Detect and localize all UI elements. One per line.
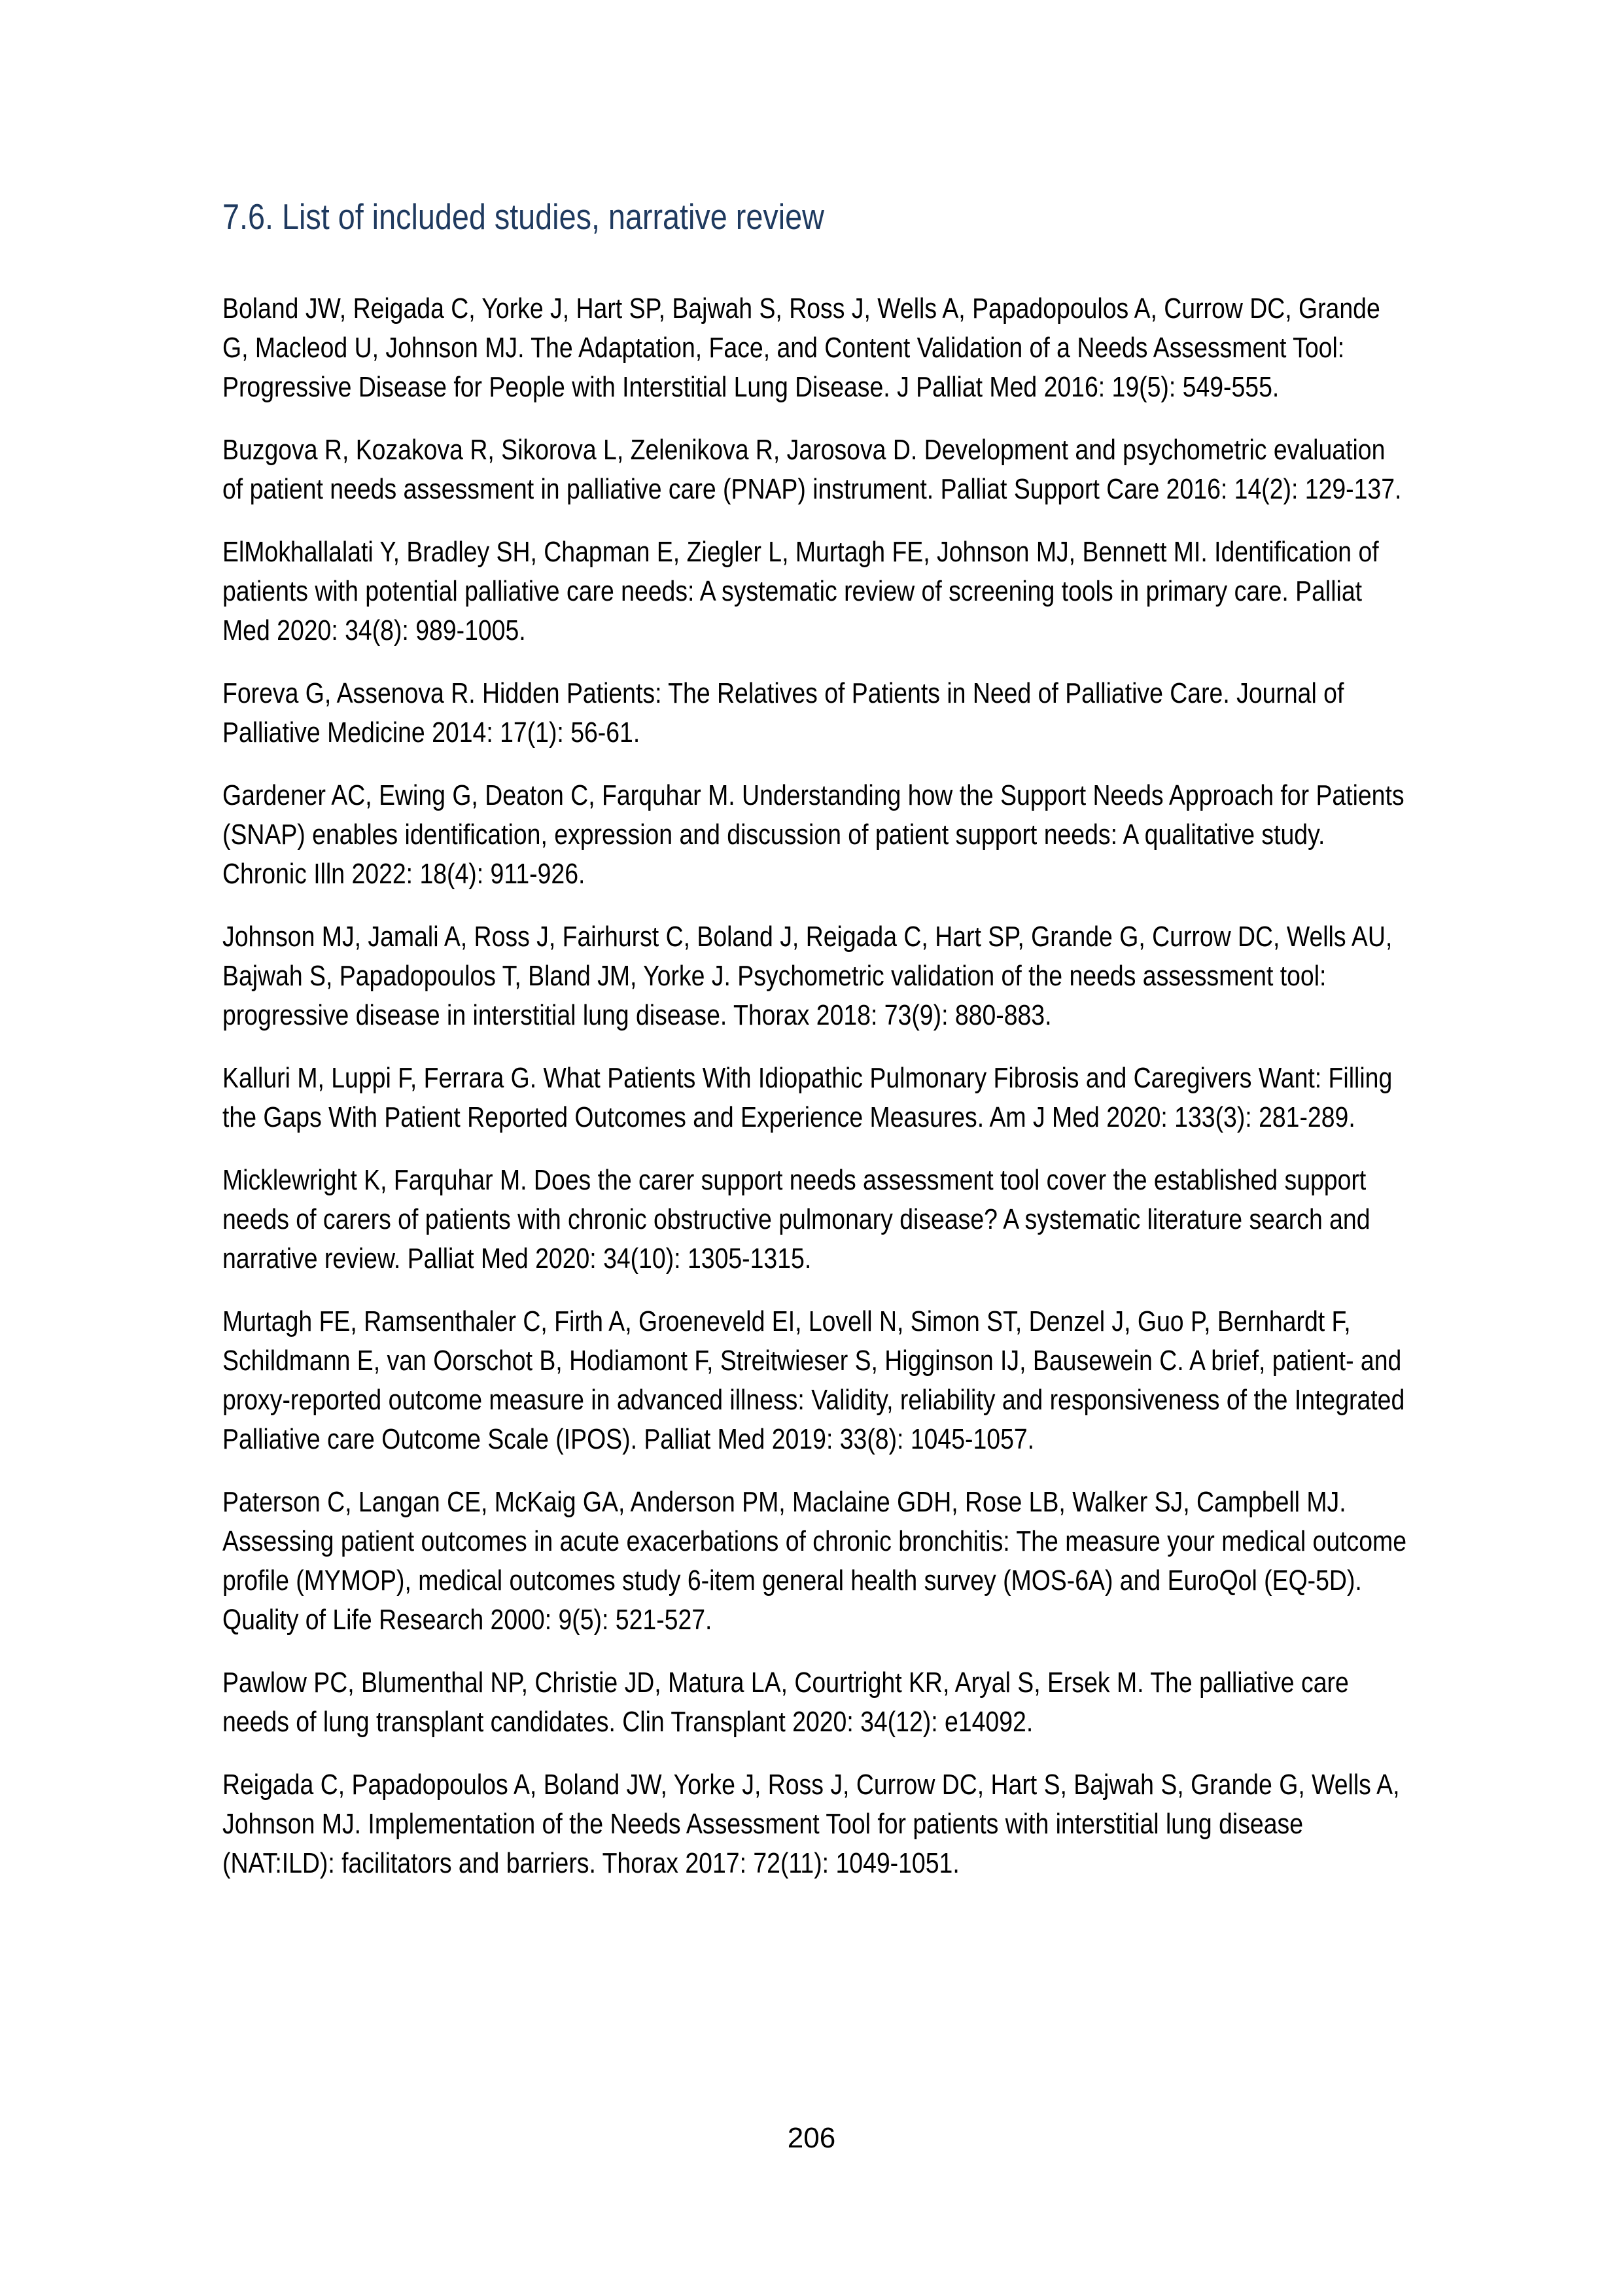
reference-item: Gardener AC, Ewing G, Deaton C, Farquhar M. Understanding how the Support Needs Approach for Patients (SNAP) enables identification, expression and discussion of patient support needs: A qualitative study. Chronic Illn 2022: 18(4): 911-926. bbox=[222, 779, 1405, 890]
text-column bbox=[222, 195, 1408, 1907]
reference-item: Johnson MJ, Jamali A, Ross J, Fairhurst C, Boland J, Reigada C, Hart SP, Grande G, Currow DC, Wells AU, Bajwah S, Papadopoulos T, Bland JM, Yorke J. Psychometric validation of the needs assessment tool: progressive disease in interstitial lung disease. Thorax 2018: 73(9): 880-883. bbox=[222, 921, 1393, 1031]
references-list bbox=[222, 289, 1408, 1883]
reference-item: Buzgova R, Kozakova R, Sikorova L, Zelenikova R, Jarosova D. Development and psychometric evaluation of patient needs assessment in palliative care (PNAP) instrument. Palliat Support Care 2016: 14(2): 129-137. bbox=[222, 434, 1402, 505]
reference-item: Reigada C, Papadopoulos A, Boland JW, Yorke J, Ross J, Currow DC, Hart S, Bajwah S, Grande G, Wells A, Johnson MJ. Implementation of the Needs Assessment Tool for patients with interstitial lung disease (NAT:ILD): facilitators and barriers. Thorax 2017: 72(11): 1049-1051. bbox=[222, 1769, 1400, 1879]
reference-item: Paterson C, Langan CE, McKaig GA, Anderson PM, Maclaine GDH, Rose LB, Walker SJ, Campbell MJ. Assessing patient outcomes in acute exacerbations of chronic bronchitis: The measure your medical outcome profile (MYMOP), medical outcomes study 6-item general health survey (MOS-6A) and EuroQol (EQ-5D). Quality of Life Research 2000: 9(5): 521-527. bbox=[222, 1486, 1406, 1636]
page-number: 206 bbox=[787, 2122, 836, 2154]
reference-item: Pawlow PC, Blumenthal NP, Christie JD, Matura LA, Courtright KR, Aryal S, Ersek M. The palliative care needs of lung transplant candidates. Clin Transplant 2020: 34(12): e14092. bbox=[222, 1667, 1349, 1738]
reference-item: Foreva G, Assenova R. Hidden Patients: The Relatives of Patients in Need of Palliative Care. Journal of Palliative Medicine 2014: 17(1): 56-61. bbox=[222, 677, 1344, 749]
section-heading: 7.6. List of included studies, narrative review bbox=[222, 196, 824, 237]
reference-item: Kalluri M, Luppi F, Ferrara G. What Patients With Idiopathic Pulmonary Fibrosis and Caregivers Want: Filling the Gaps With Patient Reported Outcomes and Experience Measures. Am J Med 2020: 133(3): 281-289. bbox=[222, 1062, 1393, 1133]
reference-item: ElMokhallalati Y, Bradley SH, Chapman E, Ziegler L, Murtagh FE, Johnson MJ, Bennett MI. Identification of patients with potential palliative care needs: A systematic review of screening tools in primary care. Palliat Med 2020: 34(8): 989-1005. bbox=[222, 536, 1379, 646]
reference-item: Boland JW, Reigada C, Yorke J, Hart SP, Bajwah S, Ross J, Wells A, Papadopoulos A, Currow DC, Grande G, Macleod U, Johnson MJ. The Adaptation, Face, and Content Validation of a Needs Assessment Tool: Progressive Disease for People with Interstitial Lung Disease. J Palliat Med 2016: 19(5): 549-555. bbox=[222, 292, 1380, 403]
reference-item: Murtagh FE, Ramsenthaler C, Firth A, Groeneveld EI, Lovell N, Simon ST, Denzel J, Guo P, Bernhardt F, Schildmann E, van Oorschot B, Hodiamont F, Streitwieser S, Higginson IJ, Bausewein C. A brief, patient- and proxy-reported outcome measure in advanced illness: Validity, reliability and responsiveness of the Integrated Palliative care Outcome Scale (IPOS). Palliat Med 2019: 33(8): 1045-1057. bbox=[222, 1305, 1405, 1455]
reference-item: Micklewright K, Farquhar M. Does the carer support needs assessment tool cover the established support needs of carers of patients with chronic obstructive pulmonary disease? A systematic literature search and narrative review. Palliat Med 2020: 34(10): 1305-1315. bbox=[222, 1164, 1370, 1275]
